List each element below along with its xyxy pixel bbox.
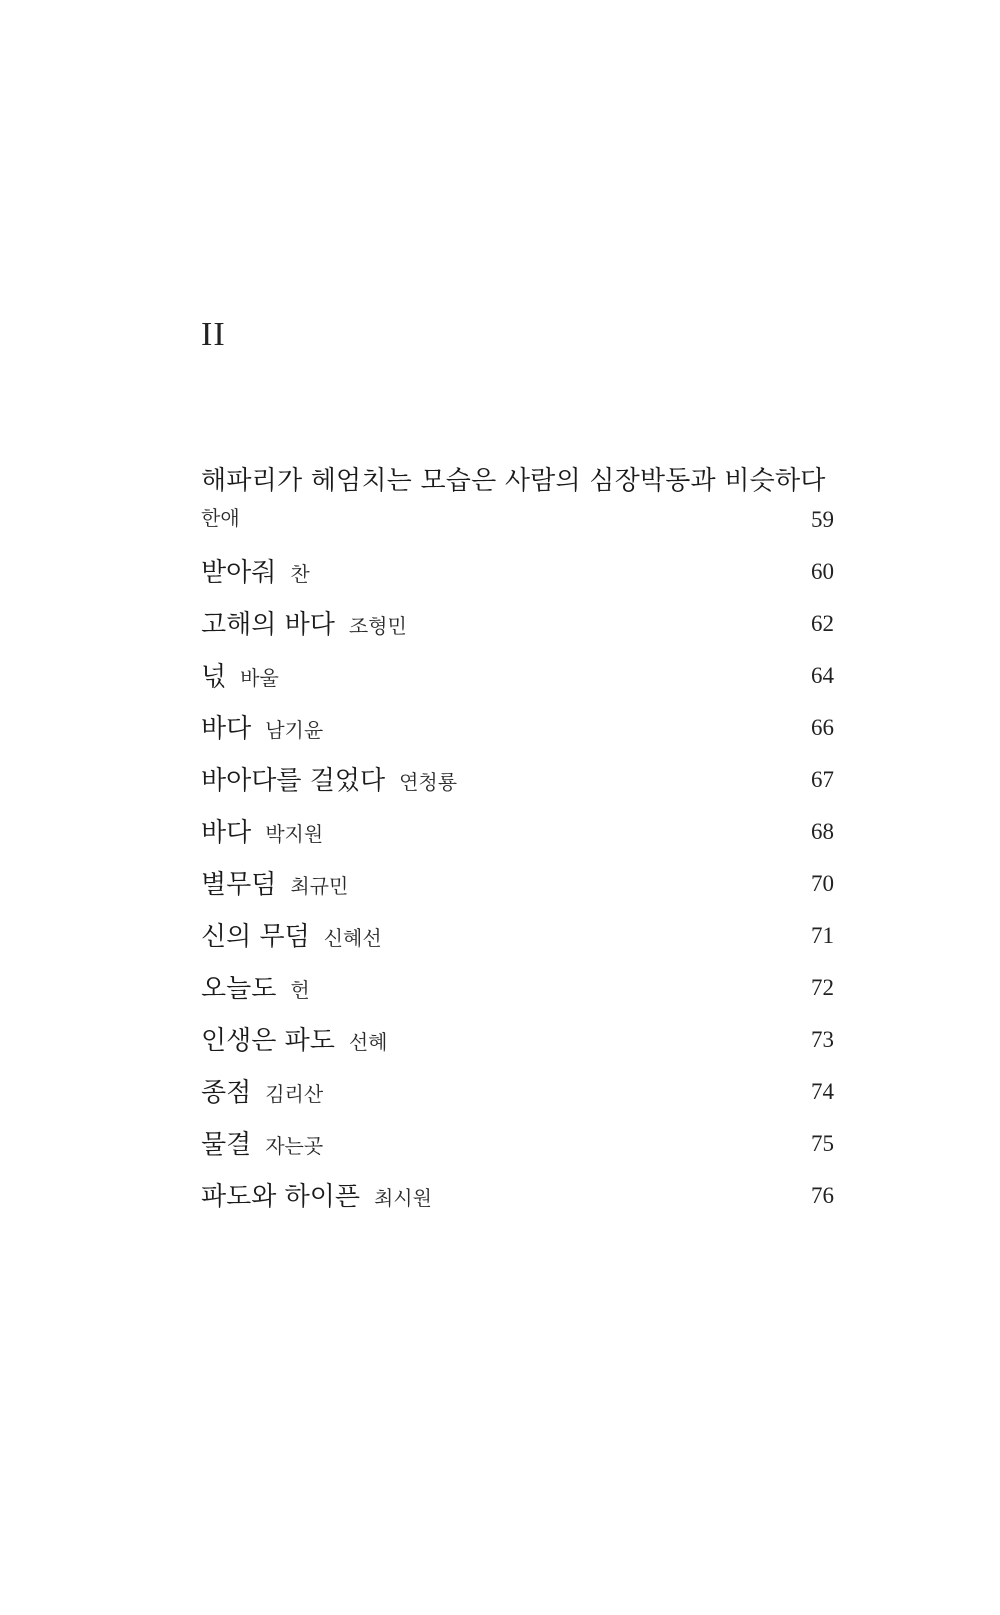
toc-entry-author: 헌 [290,978,310,1002]
toc-entry-author: 바울 [240,666,279,690]
toc-entry-author: 자는곳 [265,1134,324,1158]
toc-entry-author: 김리산 [265,1082,324,1106]
toc-entry-title: 바다 [201,714,252,744]
toc-entry-page: 66 [811,715,834,740]
toc-entry-page: 76 [811,1183,834,1208]
section-numeral: II [201,316,226,353]
toc-entry[interactable] [201,872,834,924]
toc-entry-title: 신의 무덤 [201,922,310,952]
toc-entry-title: 바아다를 걸었다 [201,766,386,796]
toc-entry[interactable] [201,768,834,820]
toc-entry-title: 물결 [201,1130,252,1160]
toc-entry-page: 60 [811,559,834,584]
toc-entry-page: 59 [811,507,834,532]
toc-entry-page: 62 [811,611,834,636]
toc-entry-title: 별무덤 [201,870,277,900]
toc-entry-title-long: 해파리가 헤엄치는 모습은 사람의 심장박동과 비슷하다 [201,466,826,496]
toc-entry-page: 70 [811,871,834,896]
toc-entry[interactable] [201,1028,834,1080]
toc-entry-author: 남기윤 [265,718,324,742]
toc-entry[interactable] [201,820,834,872]
toc-entry-title: 넋 [201,662,227,692]
toc-entry-author: 최시원 [373,1186,432,1210]
toc-entry-author: 신혜선 [323,926,382,950]
toc-entry[interactable] [201,1132,834,1184]
toc-entry-author: 한애 [201,506,240,530]
toc-entry-title: 바다 [201,818,252,848]
toc-entry[interactable] [201,664,834,716]
toc-entry-title: 고해의 바다 [201,610,335,640]
toc-entry[interactable] [201,612,834,664]
toc-entry-page: 73 [811,1027,834,1052]
toc-entry-page: 75 [811,1131,834,1156]
toc-entry-title: 파도와 하이픈 [201,1182,360,1212]
toc-entry[interactable] [201,924,834,976]
toc-entry-page: 72 [811,975,834,1000]
toc-entry-page: 67 [811,767,834,792]
toc-entry-author: 박지원 [265,822,324,846]
toc-entry-page: 71 [811,923,834,948]
toc-entry[interactable] [201,976,834,1028]
toc-entry[interactable] [201,560,834,612]
toc-entry-page: 74 [811,1079,834,1104]
toc-entry-author: 최규민 [290,874,349,898]
toc-entry-author: 연청룡 [399,770,458,794]
toc-entry-title: 오늘도 [201,974,277,1004]
toc-entry[interactable] [201,508,834,560]
toc-entry[interactable] [201,1184,834,1236]
toc-entry-page: 68 [811,819,834,844]
toc-entry[interactable] [201,716,834,768]
toc-entry-author: 조형민 [348,614,407,638]
toc-entry[interactable] [201,1080,834,1132]
toc-entry-author: 찬 [290,562,310,586]
toc-entry-title: 인생은 파도 [201,1026,335,1056]
toc-entry-page: 64 [811,663,834,688]
toc-entry-author: 선혜 [348,1030,388,1054]
table-of-contents [201,468,834,1236]
toc-entry-title: 받아줘 [201,558,277,588]
toc-entry-title: 종점 [201,1078,252,1108]
